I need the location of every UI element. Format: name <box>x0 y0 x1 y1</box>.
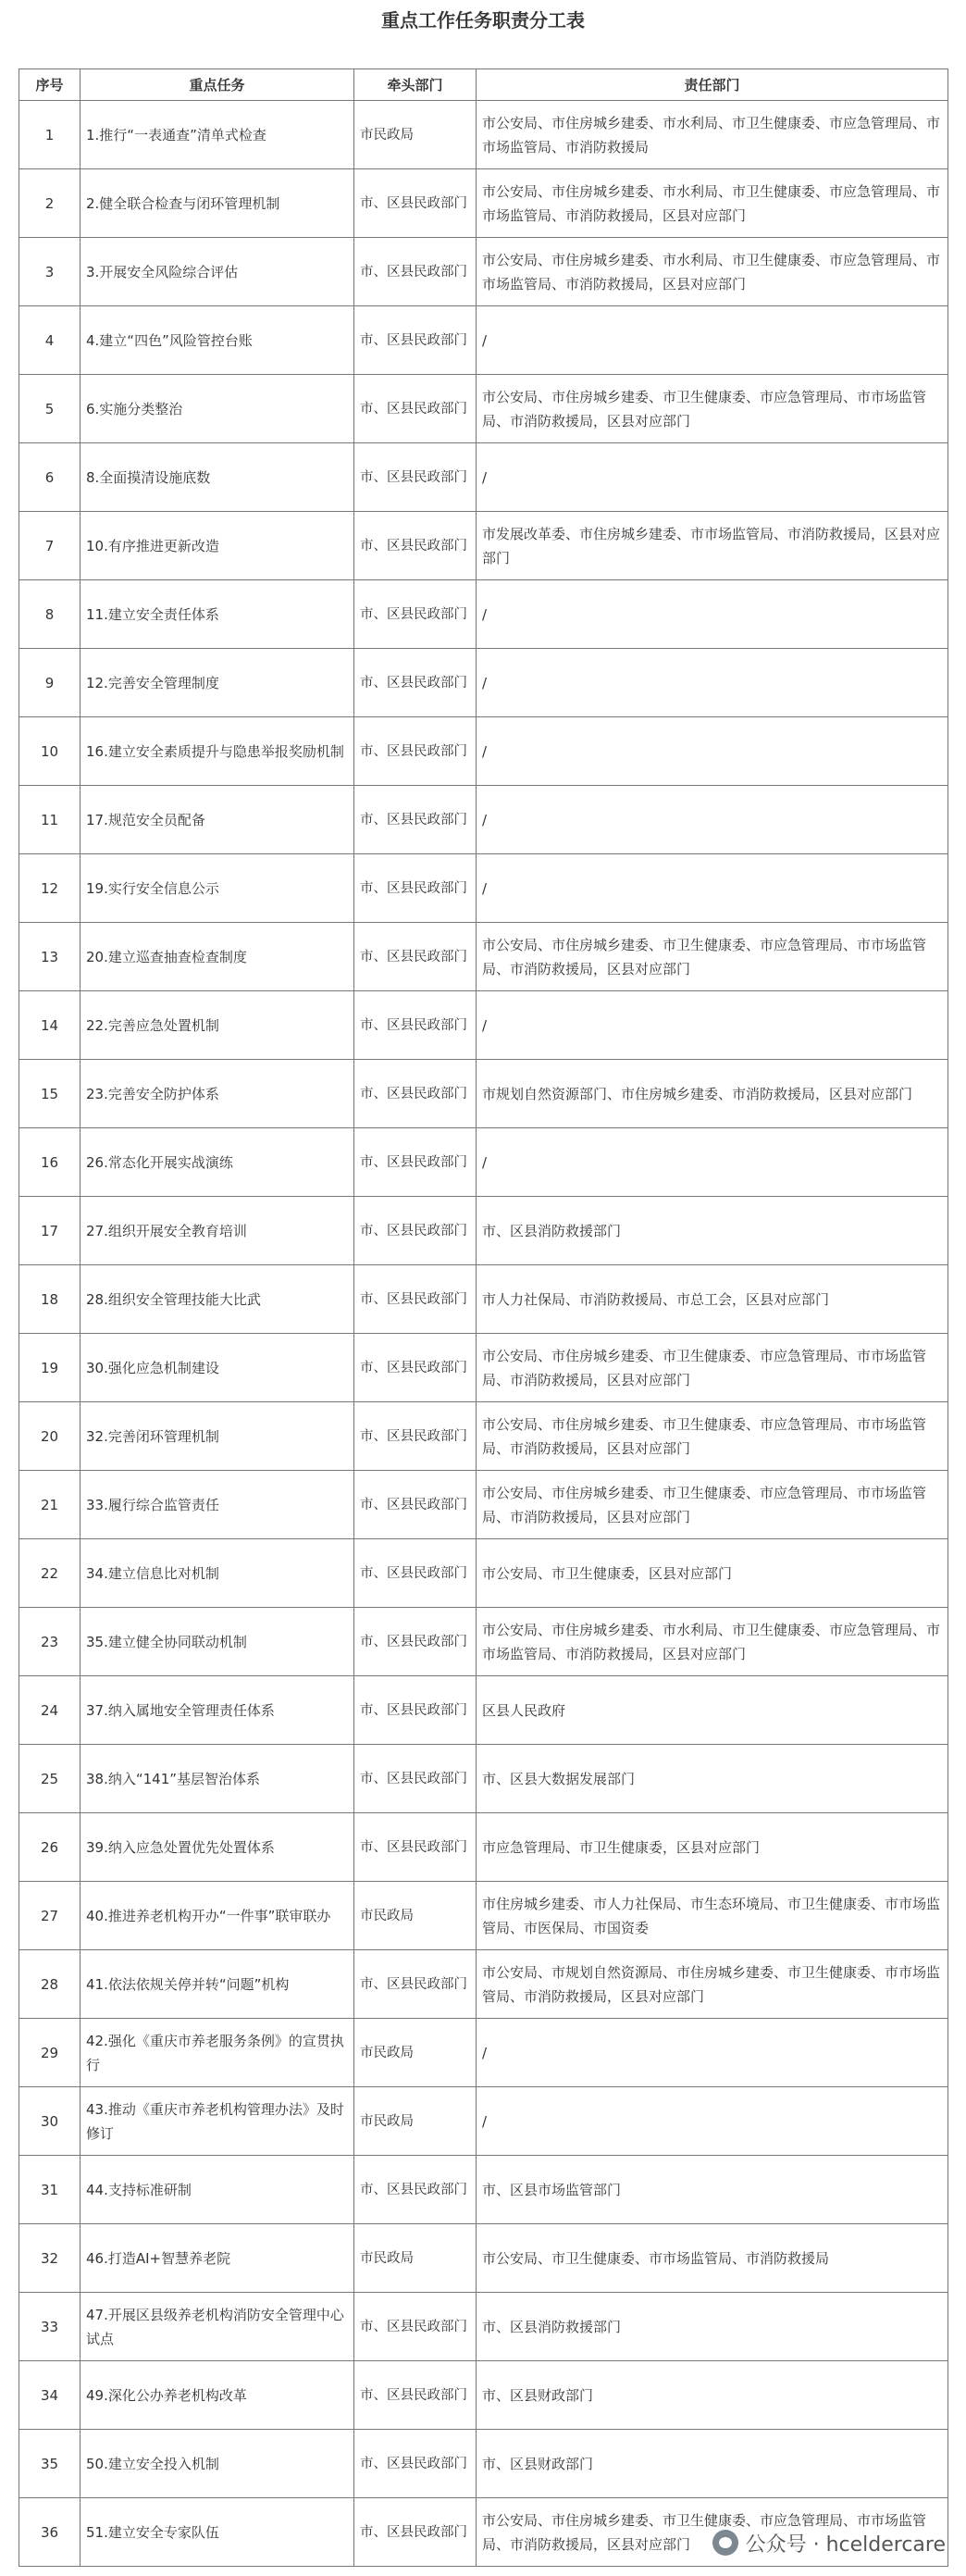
row-number: 10 <box>19 717 80 786</box>
table-body <box>19 101 948 2567</box>
row-task: 33.履行综合监管责任 <box>80 1471 354 1539</box>
row-resp-dept: / <box>477 991 948 1060</box>
row-resp-dept: 市公安局、市规划自然资源局、市住房城乡建委、市卫生健康委、市市场监管局、市消防救援局，区县对应部门 <box>477 1950 948 2019</box>
row-task: 10.有序推进更新改造 <box>80 512 354 580</box>
row-lead-dept: 市、区县民政部门 <box>354 238 477 306</box>
row-lead-dept: 市民政局 <box>354 2224 477 2293</box>
row-task: 47.开展区县级养老机构消防安全管理中心试点 <box>80 2293 354 2361</box>
wechat-icon <box>712 2530 738 2556</box>
row-resp-dept: 市公安局、市住房城乡建委、市卫生健康委、市应急管理局、市市场监管局、市消防救援局，区县对应部门 <box>477 1334 948 1402</box>
row-task: 8.全面摸清设施底数 <box>80 443 354 512</box>
table-row <box>19 786 948 854</box>
row-lead-dept: 市、区县民政部门 <box>354 649 477 717</box>
row-resp-dept: 市人力社保局、市消防救援局、市总工会，区县对应部门 <box>477 1265 948 1334</box>
row-task: 6.实施分类整治 <box>80 375 354 443</box>
header-lead: 牵头部门 <box>354 69 477 101</box>
row-lead-dept: 市、区县民政部门 <box>354 1060 477 1128</box>
row-resp-dept: 市公安局、市住房城乡建委、市水利局、市卫生健康委、市应急管理局、市市场监管局、市消防救援局，区县对应部门 <box>477 169 948 238</box>
row-number: 33 <box>19 2293 80 2361</box>
table-header-row <box>19 69 948 101</box>
row-resp-dept: / <box>477 1128 948 1197</box>
table-row <box>19 512 948 580</box>
table-row <box>19 2293 948 2361</box>
row-number: 18 <box>19 1265 80 1334</box>
row-resp-dept: 市公安局、市住房城乡建委、市卫生健康委、市应急管理局、市市场监管局、市消防救援局，区县对应部门 <box>477 2498 948 2567</box>
row-resp-dept: 市公安局、市住房城乡建委、市卫生健康委、市应急管理局、市市场监管局、市消防救援局，区县对应部门 <box>477 923 948 991</box>
task-table <box>19 68 948 2567</box>
row-lead-dept: 市、区县民政部门 <box>354 2361 477 2430</box>
row-task: 11.建立安全责任体系 <box>80 580 354 649</box>
row-resp-dept: 市、区县市场监管部门 <box>477 2156 948 2224</box>
table-row <box>19 717 948 786</box>
row-number: 5 <box>19 375 80 443</box>
row-lead-dept: 市、区县民政部门 <box>354 306 477 375</box>
table-row <box>19 854 948 923</box>
row-task: 30.强化应急机制建设 <box>80 1334 354 1402</box>
row-lead-dept: 市、区县民政部门 <box>354 1334 477 1402</box>
header-task: 重点任务 <box>80 69 354 101</box>
row-lead-dept: 市、区县民政部门 <box>354 717 477 786</box>
table-row <box>19 1402 948 1471</box>
row-number: 35 <box>19 2430 80 2498</box>
row-task: 22.完善应急处置机制 <box>80 991 354 1060</box>
row-task: 35.建立健全协同联动机制 <box>80 1608 354 1676</box>
table-row <box>19 2156 948 2224</box>
row-resp-dept: 市公安局、市住房城乡建委、市卫生健康委、市应急管理局、市市场监管局、市消防救援局，区县对应部门 <box>477 1471 948 1539</box>
table-row <box>19 649 948 717</box>
table-row <box>19 991 948 1060</box>
row-lead-dept: 市、区县民政部门 <box>354 1471 477 1539</box>
row-lead-dept: 市、区县民政部门 <box>354 1813 477 1882</box>
row-number: 4 <box>19 306 80 375</box>
row-resp-dept: / <box>477 2087 948 2156</box>
row-task: 26.常态化开展实战演练 <box>80 1128 354 1197</box>
row-lead-dept: 市、区县民政部门 <box>354 2430 477 2498</box>
row-resp-dept: / <box>477 786 948 854</box>
table-row <box>19 1882 948 1950</box>
row-task: 32.完善闭环管理机制 <box>80 1402 354 1471</box>
row-number: 3 <box>19 238 80 306</box>
row-number: 16 <box>19 1128 80 1197</box>
row-number: 8 <box>19 580 80 649</box>
row-task: 27.组织开展安全教育培训 <box>80 1197 354 1265</box>
row-number: 36 <box>19 2498 80 2567</box>
table-row <box>19 1539 948 1608</box>
row-number: 30 <box>19 2087 80 2156</box>
row-resp-dept: / <box>477 649 948 717</box>
row-number: 21 <box>19 1471 80 1539</box>
table-row <box>19 306 948 375</box>
row-number: 31 <box>19 2156 80 2224</box>
row-lead-dept: 市、区县民政部门 <box>354 2293 477 2361</box>
table-row <box>19 580 948 649</box>
row-task: 4.建立“四色”风险管控台账 <box>80 306 354 375</box>
row-task: 34.建立信息比对机制 <box>80 1539 354 1608</box>
row-number: 7 <box>19 512 80 580</box>
watermark-text: 公众号 · hcelderc​are <box>745 2532 946 2557</box>
row-task: 37.纳入属地安全管理责任体系 <box>80 1676 354 1745</box>
table-row <box>19 2430 948 2498</box>
table-row <box>19 2224 948 2293</box>
row-resp-dept: 市、区县消防救援部门 <box>477 1197 948 1265</box>
row-task: 16.建立安全素质提升与隐患举报奖励机制 <box>80 717 354 786</box>
table-row <box>19 2087 948 2156</box>
row-number: 6 <box>19 443 80 512</box>
row-task: 42.强化《重庆市养老服务条例》的宣贯执行 <box>80 2019 354 2087</box>
table-row <box>19 2019 948 2087</box>
row-number: 24 <box>19 1676 80 1745</box>
row-lead-dept: 市民政局 <box>354 2087 477 2156</box>
row-number: 9 <box>19 649 80 717</box>
table-row <box>19 1745 948 1813</box>
row-resp-dept: 市公安局、市住房城乡建委、市卫生健康委、市应急管理局、市市场监管局、市消防救援局，区县对应部门 <box>477 1402 948 1471</box>
table-row <box>19 169 948 238</box>
row-lead-dept: 市、区县民政部门 <box>354 1745 477 1813</box>
row-resp-dept: 市公安局、市住房城乡建委、市水利局、市卫生健康委、市应急管理局、市市场监管局、市消防救援局，区县对应部门 <box>477 238 948 306</box>
row-lead-dept: 市、区县民政部门 <box>354 2498 477 2567</box>
row-number: 15 <box>19 1060 80 1128</box>
row-task: 17.规范安全员配备 <box>80 786 354 854</box>
row-task: 44.支持标准研制 <box>80 2156 354 2224</box>
row-number: 34 <box>19 2361 80 2430</box>
row-lead-dept: 市、区县民政部门 <box>354 512 477 580</box>
table-row <box>19 1128 948 1197</box>
row-task: 28.组织安全管理技能大比武 <box>80 1265 354 1334</box>
row-task: 38.纳入“141”基层智治体系 <box>80 1745 354 1813</box>
row-number: 1 <box>19 101 80 169</box>
row-number: 2 <box>19 169 80 238</box>
row-number: 32 <box>19 2224 80 2293</box>
row-task: 51.建立安全专家队伍 <box>80 2498 354 2567</box>
row-number: 26 <box>19 1813 80 1882</box>
row-lead-dept: 市、区县民政部门 <box>354 786 477 854</box>
row-task: 19.实行安全信息公示 <box>80 854 354 923</box>
row-resp-dept: / <box>477 443 948 512</box>
row-lead-dept: 市、区县民政部门 <box>354 1676 477 1745</box>
row-lead-dept: 市民政局 <box>354 1882 477 1950</box>
table-row <box>19 1471 948 1539</box>
row-lead-dept: 市民政局 <box>354 101 477 169</box>
row-lead-dept: 市、区县民政部门 <box>354 1608 477 1676</box>
row-resp-dept: 市发展改革委、市住房城乡建委、市市场监管局、市消防救援局，区县对应部门 <box>477 512 948 580</box>
row-number: 19 <box>19 1334 80 1402</box>
row-resp-dept: 市、区县消防救援部门 <box>477 2293 948 2361</box>
row-lead-dept: 市、区县民政部门 <box>354 1950 477 2019</box>
row-task: 3.开展安全风险综合评估 <box>80 238 354 306</box>
table-row <box>19 1265 948 1334</box>
row-number: 11 <box>19 786 80 854</box>
row-resp-dept: / <box>477 2019 948 2087</box>
row-resp-dept: 市规划自然资源部门、市住房城乡建委、市消防救援局，区县对应部门 <box>477 1060 948 1128</box>
row-task: 2.健全联合检查与闭环管理机制 <box>80 169 354 238</box>
table-row <box>19 101 948 169</box>
row-number: 20 <box>19 1402 80 1471</box>
row-number: 13 <box>19 923 80 991</box>
row-lead-dept: 市、区县民政部门 <box>354 1402 477 1471</box>
page-title: 重点工作任务职责分工表 <box>381 9 585 31</box>
row-number: 23 <box>19 1608 80 1676</box>
table-row <box>19 443 948 512</box>
row-number: 14 <box>19 991 80 1060</box>
row-task: 50.建立安全投入机制 <box>80 2430 354 2498</box>
row-task: 43.推动《重庆市养老机构管理办法》及时修订 <box>80 2087 354 2156</box>
row-lead-dept: 市、区县民政部门 <box>354 1128 477 1197</box>
row-resp-dept: 市公安局、市卫生健康委，区县对应部门 <box>477 1539 948 1608</box>
row-task: 12.完善安全管理制度 <box>80 649 354 717</box>
row-lead-dept: 市、区县民政部门 <box>354 1197 477 1265</box>
table-row <box>19 2361 948 2430</box>
row-resp-dept: 市、区县大数据发展部门 <box>477 1745 948 1813</box>
row-task: 46.打造AI+智慧养老院 <box>80 2224 354 2293</box>
table-row <box>19 1197 948 1265</box>
row-number: 22 <box>19 1539 80 1608</box>
table-row <box>19 1608 948 1676</box>
row-resp-dept: 市公安局、市住房城乡建委、市水利局、市卫生健康委、市应急管理局、市市场监管局、市消防救援局 <box>477 101 948 169</box>
table-row <box>19 923 948 991</box>
table-row <box>19 1676 948 1745</box>
row-number: 17 <box>19 1197 80 1265</box>
row-number: 28 <box>19 1950 80 2019</box>
row-lead-dept: 市、区县民政部门 <box>354 375 477 443</box>
table-row <box>19 1060 948 1128</box>
row-number: 25 <box>19 1745 80 1813</box>
row-resp-dept: 市公安局、市住房城乡建委、市卫生健康委、市应急管理局、市市场监管局、市消防救援局，区县对应部门 <box>477 375 948 443</box>
table-row <box>19 1334 948 1402</box>
row-lead-dept: 市、区县民政部门 <box>354 443 477 512</box>
row-lead-dept: 市、区县民政部门 <box>354 1539 477 1608</box>
row-resp-dept: / <box>477 717 948 786</box>
header-resp: 责任部门 <box>477 69 948 101</box>
row-task: 23.完善安全防护体系 <box>80 1060 354 1128</box>
row-task: 40.推进养老机构开办“一件事”联审联办 <box>80 1882 354 1950</box>
row-lead-dept: 市、区县民政部门 <box>354 923 477 991</box>
row-number: 12 <box>19 854 80 923</box>
header-no: 序号 <box>19 69 80 101</box>
row-number: 29 <box>19 2019 80 2087</box>
row-lead-dept: 市、区县民政部门 <box>354 169 477 238</box>
row-resp-dept: 市公安局、市住房城乡建委、市水利局、市卫生健康委、市应急管理局、市市场监管局、市消防救援局，区县对应部门 <box>477 1608 948 1676</box>
row-number: 27 <box>19 1882 80 1950</box>
row-task: 49.深化公办养老机构改革 <box>80 2361 354 2430</box>
row-lead-dept: 市、区县民政部门 <box>354 1265 477 1334</box>
row-task: 1.推行“一表通查”清单式检查 <box>80 101 354 169</box>
row-lead-dept: 市、区县民政部门 <box>354 2156 477 2224</box>
table-row <box>19 238 948 306</box>
table-row <box>19 1813 948 1882</box>
row-lead-dept: 市、区县民政部门 <box>354 580 477 649</box>
row-task: 39.纳入应急处置优先处置体系 <box>80 1813 354 1882</box>
row-resp-dept: / <box>477 854 948 923</box>
table-row <box>19 1950 948 2019</box>
row-lead-dept: 市、区县民政部门 <box>354 991 477 1060</box>
row-resp-dept: / <box>477 306 948 375</box>
row-lead-dept: 市民政局 <box>354 2019 477 2087</box>
table-row <box>19 375 948 443</box>
row-resp-dept: 市应急管理局、市卫生健康委，区县对应部门 <box>477 1813 948 1882</box>
row-task: 20.建立巡查抽查检查制度 <box>80 923 354 991</box>
row-resp-dept: 区县人民政府 <box>477 1676 948 1745</box>
row-resp-dept: 市、区县财政部门 <box>477 2430 948 2498</box>
row-lead-dept: 市、区县民政部门 <box>354 854 477 923</box>
row-task: 41.依法依规关停并转“问题”机构 <box>80 1950 354 2019</box>
row-resp-dept: 市、区县财政部门 <box>477 2361 948 2430</box>
row-resp-dept: 市住房城乡建委、市人力社保局、市生态环境局、市卫生健康委、市市场监管局、市医保局、市国资委 <box>477 1882 948 1950</box>
watermark <box>712 2530 946 2556</box>
row-resp-dept: / <box>477 580 948 649</box>
row-resp-dept: 市公安局、市卫生健康委、市市场监管局、市消防救援局 <box>477 2224 948 2293</box>
